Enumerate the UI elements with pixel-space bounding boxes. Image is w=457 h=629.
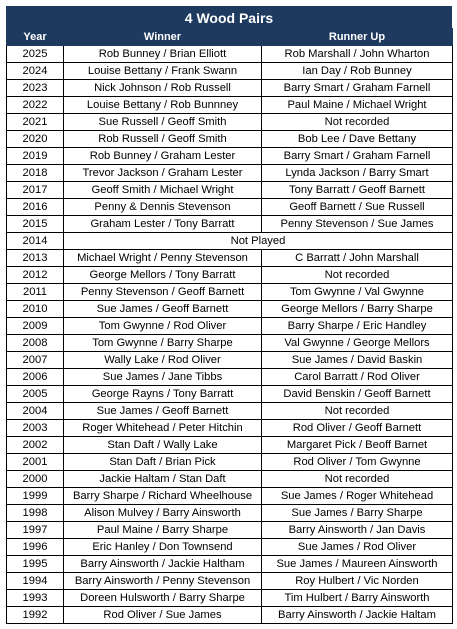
runner-up-cell: Ian Day / Rob Bunney	[262, 63, 453, 80]
winner-cell: Wally Lake / Rod Oliver	[64, 352, 262, 369]
runner-up-cell: Barry Ainsworth / Jackie Haltam	[262, 607, 453, 624]
year-cell: 1992	[7, 607, 64, 624]
year-cell: 2004	[7, 403, 64, 420]
year-cell: 2010	[7, 301, 64, 318]
table-row	[7, 420, 453, 437]
runner-up-cell: Val Gwynne / George Mellors	[262, 335, 453, 352]
year-cell: 2022	[7, 97, 64, 114]
winner-cell: Tom Gwynne / Rod Oliver	[64, 318, 262, 335]
table-row	[7, 573, 453, 590]
runner-up-cell: Lynda Jackson / Barry Smart	[262, 165, 453, 182]
runner-up-cell: Barry Smart / Graham Farnell	[262, 80, 453, 97]
year-cell: 2013	[7, 250, 64, 267]
runner-up-cell: Rod Oliver / Geoff Barnett	[262, 420, 453, 437]
runner-up-cell: Barry Sharpe / Eric Handley	[262, 318, 453, 335]
table-row	[7, 369, 453, 386]
winner-cell: Barry Ainsworth / Jackie Haltham	[64, 556, 262, 573]
runner-up-cell: Sue James / Maureen Ainsworth	[262, 556, 453, 573]
year-cell: 2005	[7, 386, 64, 403]
year-cell: 2016	[7, 199, 64, 216]
winner-cell: Tom Gwynne / Barry Sharpe	[64, 335, 262, 352]
year-cell: 1995	[7, 556, 64, 573]
winner-cell: Rob Russell / Geoff Smith	[64, 131, 262, 148]
winner-cell: Rob Bunney / Graham Lester	[64, 148, 262, 165]
header-runner-up: Runner Up	[262, 29, 453, 46]
table-row	[7, 352, 453, 369]
runner-up-cell: Not recorded	[262, 114, 453, 131]
runner-up-cell: David Benskin / Geoff Barnett	[262, 386, 453, 403]
table-title: 4 Wood Pairs	[6, 6, 452, 28]
winner-cell: Sue James / Geoff Barnett	[64, 301, 262, 318]
header-winner: Winner	[64, 29, 262, 46]
table-row	[7, 505, 453, 522]
winner-cell: Penny Stevenson / Geoff Barnett	[64, 284, 262, 301]
year-cell: 2025	[7, 46, 64, 63]
header-row	[7, 29, 453, 46]
runner-up-cell: Paul Maine / Michael Wright	[262, 97, 453, 114]
year-cell: 1994	[7, 573, 64, 590]
year-cell: 1999	[7, 488, 64, 505]
runner-up-cell: Tony Barratt / Geoff Barnett	[262, 182, 453, 199]
table-row	[7, 488, 453, 505]
table-row	[7, 80, 453, 97]
year-cell: 2000	[7, 471, 64, 488]
table-row	[7, 437, 453, 454]
winner-cell: Rob Bunney / Brian Elliott	[64, 46, 262, 63]
year-cell: 2020	[7, 131, 64, 148]
winner-cell: Barry Ainsworth / Penny Stevenson	[64, 573, 262, 590]
year-cell: 2006	[7, 369, 64, 386]
table-row	[7, 131, 453, 148]
table-row	[7, 590, 453, 607]
runner-up-cell: Barry Ainsworth / Jan Davis	[262, 522, 453, 539]
table-row	[7, 318, 453, 335]
runner-up-cell: Not recorded	[262, 471, 453, 488]
winner-cell: Nick Johnson / Rob Russell	[64, 80, 262, 97]
table-row	[7, 301, 453, 318]
year-cell: 2009	[7, 318, 64, 335]
table-row	[7, 403, 453, 420]
table-row	[7, 148, 453, 165]
results-body	[7, 46, 453, 624]
table-row	[7, 267, 453, 284]
winner-cell: Penny & Dennis Stevenson	[64, 199, 262, 216]
table-row	[7, 46, 453, 63]
runner-up-cell: Sue James / David Baskin	[262, 352, 453, 369]
table-row	[7, 335, 453, 352]
winner-cell: Trevor Jackson / Graham Lester	[64, 165, 262, 182]
runner-up-cell: Geoff Barnett / Sue Russell	[262, 199, 453, 216]
runner-up-cell: Tom Gwynne / Val Gwynne	[262, 284, 453, 301]
winner-cell: Louise Bettany / Rob Bunnney	[64, 97, 262, 114]
year-cell: 1997	[7, 522, 64, 539]
year-cell: 2021	[7, 114, 64, 131]
winner-cell: Eric Hanley / Don Townsend	[64, 539, 262, 556]
year-cell: 2007	[7, 352, 64, 369]
table-row	[7, 471, 453, 488]
winner-cell: Rod Oliver / Sue James	[64, 607, 262, 624]
runner-up-cell: C Barratt / John Marshall	[262, 250, 453, 267]
winner-cell: George Mellors / Tony Barratt	[64, 267, 262, 284]
table-row	[7, 556, 453, 573]
table-row	[7, 165, 453, 182]
year-cell: 2003	[7, 420, 64, 437]
winner-cell: Stan Daft / Brian Pick	[64, 454, 262, 471]
runner-up-cell: Sue James / Rod Oliver	[262, 539, 453, 556]
not-played-cell: Not Played	[64, 233, 453, 250]
year-cell: 1996	[7, 539, 64, 556]
results-sheet	[6, 6, 452, 624]
year-cell: 2014	[7, 233, 64, 250]
table-row	[7, 386, 453, 403]
winner-cell: Roger Whitehead / Peter Hitchin	[64, 420, 262, 437]
year-cell: 2017	[7, 182, 64, 199]
year-cell: 2018	[7, 165, 64, 182]
header-year: Year	[7, 29, 64, 46]
year-cell: 2023	[7, 80, 64, 97]
runner-up-cell: Rod Oliver / Tom Gwynne	[262, 454, 453, 471]
winner-cell: George Rayns / Tony Barratt	[64, 386, 262, 403]
runner-up-cell: Carol Barratt / Rod Oliver	[262, 369, 453, 386]
table-row	[7, 233, 453, 250]
year-cell: 2024	[7, 63, 64, 80]
table-row	[7, 454, 453, 471]
winner-cell: Stan Daft / Wally Lake	[64, 437, 262, 454]
runner-up-cell: Not recorded	[262, 403, 453, 420]
runner-up-cell: George Mellors / Barry Sharpe	[262, 301, 453, 318]
runner-up-cell: Not recorded	[262, 267, 453, 284]
table-row	[7, 182, 453, 199]
year-cell: 2002	[7, 437, 64, 454]
runner-up-cell: Margaret Pick / Beoff Barnet	[262, 437, 453, 454]
table-row	[7, 284, 453, 301]
year-cell: 2019	[7, 148, 64, 165]
winner-cell: Sue James / Geoff Barnett	[64, 403, 262, 420]
winner-cell: Graham Lester / Tony Barratt	[64, 216, 262, 233]
winner-cell: Sue James / Jane Tibbs	[64, 369, 262, 386]
runner-up-cell: Penny Stevenson / Sue James	[262, 216, 453, 233]
table-row	[7, 216, 453, 233]
year-cell: 2012	[7, 267, 64, 284]
winner-cell: Michael Wright / Penny Stevenson	[64, 250, 262, 267]
runner-up-cell: Barry Smart / Graham Farnell	[262, 148, 453, 165]
year-cell: 1998	[7, 505, 64, 522]
table-row	[7, 250, 453, 267]
winner-cell: Doreen Hulsworth / Barry Sharpe	[64, 590, 262, 607]
runner-up-cell: Roy Hulbert / Vic Norden	[262, 573, 453, 590]
winner-cell: Paul Maine / Barry Sharpe	[64, 522, 262, 539]
table-row	[7, 114, 453, 131]
runner-up-cell: Sue James / Roger Whitehead	[262, 488, 453, 505]
runner-up-cell: Bob Lee / Dave Bettany	[262, 131, 453, 148]
table-row	[7, 607, 453, 624]
runner-up-cell: Rob Marshall / John Wharton	[262, 46, 453, 63]
table-row	[7, 539, 453, 556]
winner-cell: Geoff Smith / Michael Wright	[64, 182, 262, 199]
winner-cell: Alison Mulvey / Barry Ainsworth	[64, 505, 262, 522]
winner-cell: Jackie Haltam / Stan Daft	[64, 471, 262, 488]
year-cell: 2011	[7, 284, 64, 301]
table-row	[7, 522, 453, 539]
table-row	[7, 97, 453, 114]
table-row	[7, 199, 453, 216]
results-table	[6, 28, 453, 624]
winner-cell: Sue Russell / Geoff Smith	[64, 114, 262, 131]
year-cell: 2008	[7, 335, 64, 352]
runner-up-cell: Tim Hulbert / Barry Ainsworth	[262, 590, 453, 607]
year-cell: 2001	[7, 454, 64, 471]
winner-cell: Louise Bettany / Frank Swann	[64, 63, 262, 80]
year-cell: 1993	[7, 590, 64, 607]
runner-up-cell: Sue James / Barry Sharpe	[262, 505, 453, 522]
year-cell: 2015	[7, 216, 64, 233]
winner-cell: Barry Sharpe / Richard Wheelhouse	[64, 488, 262, 505]
table-row	[7, 63, 453, 80]
